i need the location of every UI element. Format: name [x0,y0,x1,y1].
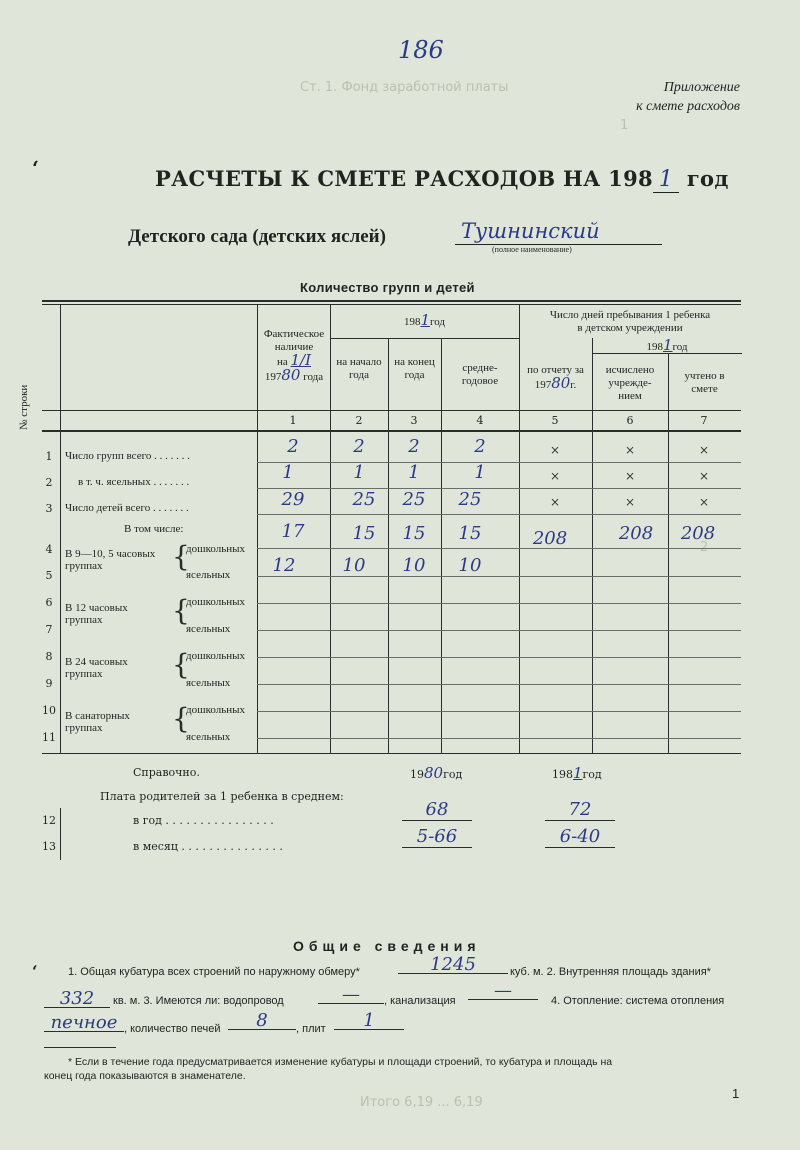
table-title: Количество групп и детей [300,280,475,295]
ref-year2-prefix: 198 [552,768,573,781]
margin-mark: ‘ [32,156,39,180]
water-supply: — [318,984,384,1004]
cell-cross: × [698,443,710,457]
fee-month-label: в месяц . . . . . . . . . . . . . . . [133,840,283,853]
days-year-prefix: 198 [646,341,663,353]
cell-value: 25 [352,489,376,510]
row-label-children-total: Число детей всего . . . . . . . [65,502,189,514]
sub-label-nursery: ясельных [186,731,231,743]
cell-value: 1 [282,462,294,483]
row-number: 2 [45,476,53,489]
cell-value: 10 [342,555,366,576]
institution-name [455,219,662,245]
sub-label-nursery: ясельных [186,623,231,635]
days-year-value: 1 [662,336,673,354]
cell-cross: × [624,495,636,509]
ref-year1-value: 80 [424,764,444,782]
brace-icon: { [172,702,190,735]
sub-label-preschool: дошкольных [186,650,245,662]
row-number: 1 [45,450,53,463]
row-label-groups-total: Число групп всего . . . . . . . [65,450,190,462]
cell-value: 208 [680,523,716,544]
general-line2-c: 4. Отопление: система отопления [551,995,725,1007]
col1-header [258,328,330,384]
col1-year-value: 80 [281,366,301,384]
sub-label-preschool: дошкольных [186,543,245,555]
group-year-value: 1 [420,311,430,329]
brace-icon: { [172,648,190,681]
col-number: 1 [289,414,297,427]
title-prefix: РАСЧЕТЫ К СМЕТЕ РАСХОДОВ НА 198 [155,166,653,191]
sub-label-preschool: дошкольных [186,596,245,608]
general-line2-b: , канализация [384,995,456,1007]
reference-year1 [410,764,462,782]
col5-header [519,364,592,392]
cell-cross: × [698,495,710,509]
ref-year1-suffix: год [443,768,463,781]
cell-value: 208 [618,523,654,544]
cell-cross: × [549,469,561,483]
building-area: 332 [44,988,110,1008]
cell-value: 25 [402,489,426,510]
cell-value: 1 [353,462,365,483]
reference-year2 [552,764,602,782]
institution-label: Детского сада (детских яслей) [128,226,386,247]
fee-month-1981: 6-40 [545,826,615,848]
days-year-header [592,336,742,354]
ref-year2-value: 1 [573,764,583,782]
row-number: 12 [42,814,56,827]
group-year-prefix: 198 [403,316,421,328]
col1-title: Фактическое наличие [263,328,325,353]
building-volume: 1245 [398,954,508,974]
group-label-12: В 12 часовых группах [65,602,128,626]
page-title [155,166,729,192]
cell-cross: × [549,443,561,457]
col2-header: на начало года [336,356,382,381]
fee-month-1980: 5-66 [402,826,472,848]
cell-value: 15 [458,523,482,544]
col1-year [258,366,330,384]
fee-label: Плата родителей за 1 ребенка в среднем: [100,790,344,803]
cell-value: 29 [281,489,305,510]
days-year-suffix: год [672,341,688,353]
ref-year1-prefix: 19 [410,768,424,781]
fee-year-label: в год . . . . . . . . . . . . . . . . [133,814,274,827]
stove-count: 8 [228,1010,296,1030]
institution-name-value: Тушнинский [461,219,600,243]
cell-value: 1 [408,462,420,483]
col1-year-prefix: 197 [264,371,282,383]
row-number: 10 [42,704,56,717]
title-suffix: год [686,166,729,191]
cell-value: 15 [352,523,376,544]
general-line3-b: , плит [296,1023,326,1035]
row-number: 6 [45,596,53,609]
col4-header: средне-годовое [461,362,499,387]
cell-cross: × [698,469,710,483]
col1-year-suffix: года [303,371,324,383]
corner-mark: 1 [732,1086,740,1101]
cell-value: 17 [281,521,305,542]
row-number: 5 [45,569,53,582]
sub-label-nursery: ясельных [186,677,231,689]
col-number: 7 [700,414,708,427]
col7-header: учтено в смете [684,370,725,395]
sub-label-preschool: дошкольных [186,704,245,716]
col6-header: исчислено учрежде-нием [605,364,655,402]
row-number: 4 [45,543,53,556]
cell-value: 2 [408,436,420,457]
cell-value: 2 [353,436,365,457]
cell-value: 15 [402,523,426,544]
general-line2-a: кв. м. 3. Имеются ли: водопровод [113,995,284,1007]
row-number: 11 [42,731,56,744]
brace-icon: { [172,594,190,627]
institution-note: (полное наименование) [492,245,572,254]
row-number: 13 [42,840,56,853]
cell-value: 12 [272,555,296,576]
title-year: 1 [653,167,679,193]
group-label-9-10: В 9—10, 5 часовых группах [65,548,156,572]
col1-on-prefix: на [276,356,288,368]
col3-header: на конец года [394,356,435,381]
cell-value: 2 [287,436,299,457]
general-title: Общие сведения [293,938,481,954]
col-number: 6 [626,414,634,427]
col5-header-suffix: г. [570,379,577,391]
col5-header-value: 80 [551,374,571,392]
cell-value: 10 [402,555,426,576]
general-line1-a: 1. Общая кубатура всех строений по наружному обмеру* [68,966,360,978]
footnote-line2: конец года показываются в знаменателе. [44,1070,246,1082]
group-label-24: В 24 часовых группах [65,656,128,680]
row-label-in-number: В том числе: [124,523,184,535]
sub-label-nursery: ясельных [186,569,231,581]
group-year-header [330,311,519,329]
days-header: Число дней пребывания 1 ребенка в детском учреждении [549,309,711,334]
cell-value: 25 [458,489,482,510]
ref-year2-suffix: год [582,768,602,781]
row-number: 9 [45,677,53,690]
sewerage: — [468,980,538,1000]
page-number: 186 [398,36,444,64]
row-number-header: № строки [18,384,30,430]
reference-label: Справочно. [133,766,200,779]
fee-year-1980: 68 [402,799,472,821]
footnote-line1: * Если в течение года предусматривается изменение кубатуры и площади строений, то кубатура и площадь на [68,1056,613,1068]
col-number: 2 [355,414,363,427]
appendix-note [636,78,740,116]
appendix-line1: Приложение [663,80,740,95]
row-label-nursery-groups: в т. ч. ясельных . . . . . . . [78,476,190,488]
plate-count: 1 [334,1010,404,1030]
col-number: 3 [410,414,418,427]
col-number: 4 [476,414,484,427]
cell-cross: × [624,443,636,457]
general-line1-b: куб. м. 2. Внутренняя площадь здания* [510,966,711,978]
row-number: 7 [45,623,53,636]
general-line3-a: , количество печей [124,1023,221,1035]
cell-value: 208 [532,528,568,549]
fee-year-1981: 72 [545,799,615,821]
col-number: 5 [551,414,559,427]
group-year-suffix: год [430,316,446,328]
cell-cross: × [549,495,561,509]
group-label-sanatorium: В санаторных группах [65,710,130,734]
brace-icon: { [172,540,190,573]
row-number: 8 [45,650,53,663]
col5-header-prefix: по отчету за 197 [527,364,584,391]
col1-on-value: 1/I [290,351,312,369]
margin-mark: ‘ [32,962,38,981]
row-number: 3 [45,502,53,515]
cell-value: 10 [458,555,482,576]
heating-system: печное [44,1012,124,1032]
appendix-line2: к смете расходов [636,99,740,114]
cell-cross: × [624,469,636,483]
cell-value: 2 [474,436,486,457]
cell-value: 1 [474,462,486,483]
